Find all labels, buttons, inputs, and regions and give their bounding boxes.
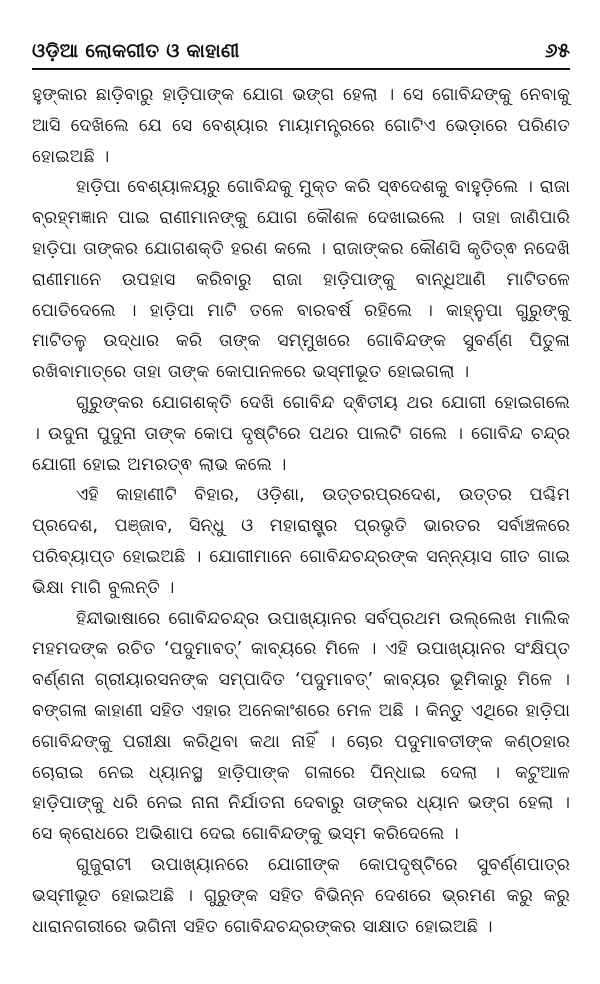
paragraph-2: ହାଡ଼ିପା ବେଶ୍ୟାଳୟରୁ ଗୋବିନ୍ଦକୁ ମୁକ୍ତ କରି ସ୍ଵଦେଶକୁ ବାହୁଡ଼ିଲେ । ରାଜା ବ୍ରହ୍ମଜ୍ଞାନ ପାଇ ରାଣୀମାନଙ୍କୁ ଯୋଗ କୌଶଳ ଦେଖାଇଲେ । ତାହା ଜାଣିପାରି ହାଡ଼ିପା ତାଙ୍କର ଯୋଗଶକ୍ତି ହରଣ କଲେ । ରାଜାଙ୍କର କୌଣସି କୃତିତ୍ଵ ନଦେଖି ରାଣୀମାନେ ଉପହାସ କରିବାରୁ ରାଜା ହାଡ଼ିପାଙ୍କୁ ବାନ୍ଧିଆଣି ମାଟିତଳେ ପୋତିଦେଲେ । ହାଡ଼ିପା ମାଟି ତଳେ ବାରବର୍ଷ ରହିଲେ । କାହ୍ନୁପା ଗୁରୁଙ୍କୁ ମାଟିତଳୁ ଉଦ୍ଧାର କରି ତାଙ୍କ ସମ୍ମୁଖରେ ଗୋବିନ୍ଦଙ୍କ ସୁବର୍ଣ୍ଣ ପିତୁଳା ରଖିବାମାତ୍ରେ ତାହା ତାଙ୍କ କୋପାନଳରେ ଭସ୍ମୀଭୂତ ହୋଇଗଲା ।: [32, 177, 570, 383]
book-title: ଓଡ଼ିଆ ଲୋକଗୀତ ଓ କାହାଣୀ: [32, 40, 240, 62]
running-header: [32, 28, 570, 62]
page-number: ୬୫: [544, 38, 570, 62]
header-rule: [32, 68, 570, 70]
paragraph-1: ହୁଙ୍କାର ଛାଡ଼ିବାରୁ ହାଡ଼ିପାଙ୍କ ଯୋଗ ଭଙ୍ଗ ହେଲା । ସେ ଗୋବିନ୍ଦଙ୍କୁ ନେବାକୁ ଆସି ଦେଖିଲେ ଯେ ସେ ବେଶ୍ୟାର ମାୟାମନ୍ତ୍ରରେ ଗୋଟିଏ ଭେଡ଼ାରେ ପରିଣତ ହୋଇଅଛି ।: [32, 85, 570, 167]
paragraph-5: ହିନ୍ଦୀଭାଷାରେ ଗୋବିନ୍ଦଚନ୍ଦ୍ର ଉପାଖ୍ୟାନର ସର୍ବପ୍ରଥମ ଉଲ୍ଲେଖ ମାଲିକ ମହମଦଙ୍କ ରଚିତ ‘ପଦୁମାବତ୍’ କାବ୍ୟରେ ମିଳେ । ଏହି ଉପାଖ୍ୟାନର ସଂକ୍ଷିପ୍ତ ବର୍ଣ୍ଣନା ଗ୍ରୀୟାରସନଙ୍କ ସମ୍ପାଦିତ ‘ପଦୁମାବତ୍’ କାବ୍ୟର ଭୂମିକାରୁ ମିଳେ । ବଙ୍ଗଳା କାହାଣୀ ସହିତ ଏହାର ଅନେକାଂଶରେ ମେଳ ଅଛି । କିନ୍ତୁ ଏଥିରେ ହାଡ଼ିପା ଗୋବିନ୍ଦଙ୍କୁ ପରୀକ୍ଷା କରିଥିବା କଥା ନାହିଁ । ଚୋର ପଦୁମାବତୀଙ୍କ କଣ୍ଠହାର ଚୋରାଇ ନେଇ ଧ୍ୟାନସ୍ଥ ହାଡ଼ିପାଙ୍କ ଗଳାରେ ପିନ୍ଧାଇ ଦେଲା । କଟୁଆଳ ହାଡ଼ିପାଙ୍କୁ ଧରି ନେଇ ନାନା ନିର୍ଯାତନା ଦେବାରୁ ତାଙ୍କର ଧ୍ୟାନ ଭଙ୍ଗ ହେଲା । ସେ କ୍ରୋଧରେ ଅଭିଶାପ ଦେଇ ଗୋବିନ୍ଦଙ୍କୁ ଭସ୍ମ କରିଦେଲେ ।: [32, 608, 570, 845]
body-text: [32, 80, 570, 942]
paragraph-4: ଏହି କାହାଣୀଟି ବିହାର, ଓଡ଼ିଶା, ଉତ୍ତରପ୍ରଦେଶ, ଉତ୍ତର ପଶ୍ଚିମ ପ୍ରଦେଶ, ପଞ୍ଜାବ, ସିନ୍ଧୁ ଓ ମହାରାଷ୍ଟ୍ର ପ୍ରଭୃତି ଭାରତର ସର୍ବାଞ୍ଚଳରେ ପରିବ୍ୟାପ୍ତ ହୋଇଅଛି । ଯୋଗୀମାନେ ଗୋବିନ୍ଦଚନ୍ଦ୍ରଙ୍କ ସନ୍ନ୍ୟାସ ଗୀତ ଗାଇ ଭିକ୍ଷା ମାଗି ବୁଲନ୍ତି ।: [32, 485, 570, 598]
paragraph-6: ଗୁଜୁରାଟୀ ଉପାଖ୍ୟାନରେ ଯୋଗୀଙ୍କ କୋପଦୃଷ୍ଟିରେ ସୁବର୍ଣ୍ଣପାତ୍ର ଭସ୍ମୀଭୂତ ହୋଇଅଛି । ଗୁରୁଙ୍କ ସହିତ ବିଭିନ୍ନ ଦେଶରେ ଭ୍ରମଣ କରୁ କରୁ ଧାରାନଗରୀରେ ଭଗିନୀ ସହିତ ଗୋବିନ୍ଦଚନ୍ଦ୍ରଙ୍କର ସାକ୍ଷାତ ହୋଇଅଛି ।: [32, 854, 570, 937]
paragraph-3: ଗୁରୁଙ୍କର ଯୋଗଶକ୍ତି ଦେଖି ଗୋବିନ୍ଦ ଦ୍ଵିତୀୟ ଥର ଯୋଗୀ ହୋଇଗଲେ । ଉଦୁନା ପୁଦୁନା ତାଙ୍କ କୋପ ଦୃଷ୍ଟିରେ ପଥର ପାଲଟି ଗଲେ । ଗୋବିନ୍ଦ ଚନ୍ଦ୍ର ଯୋଗୀ ହୋଇ ଅମରତ୍ଵ ଲାଭ କଲେ ।: [32, 392, 570, 475]
